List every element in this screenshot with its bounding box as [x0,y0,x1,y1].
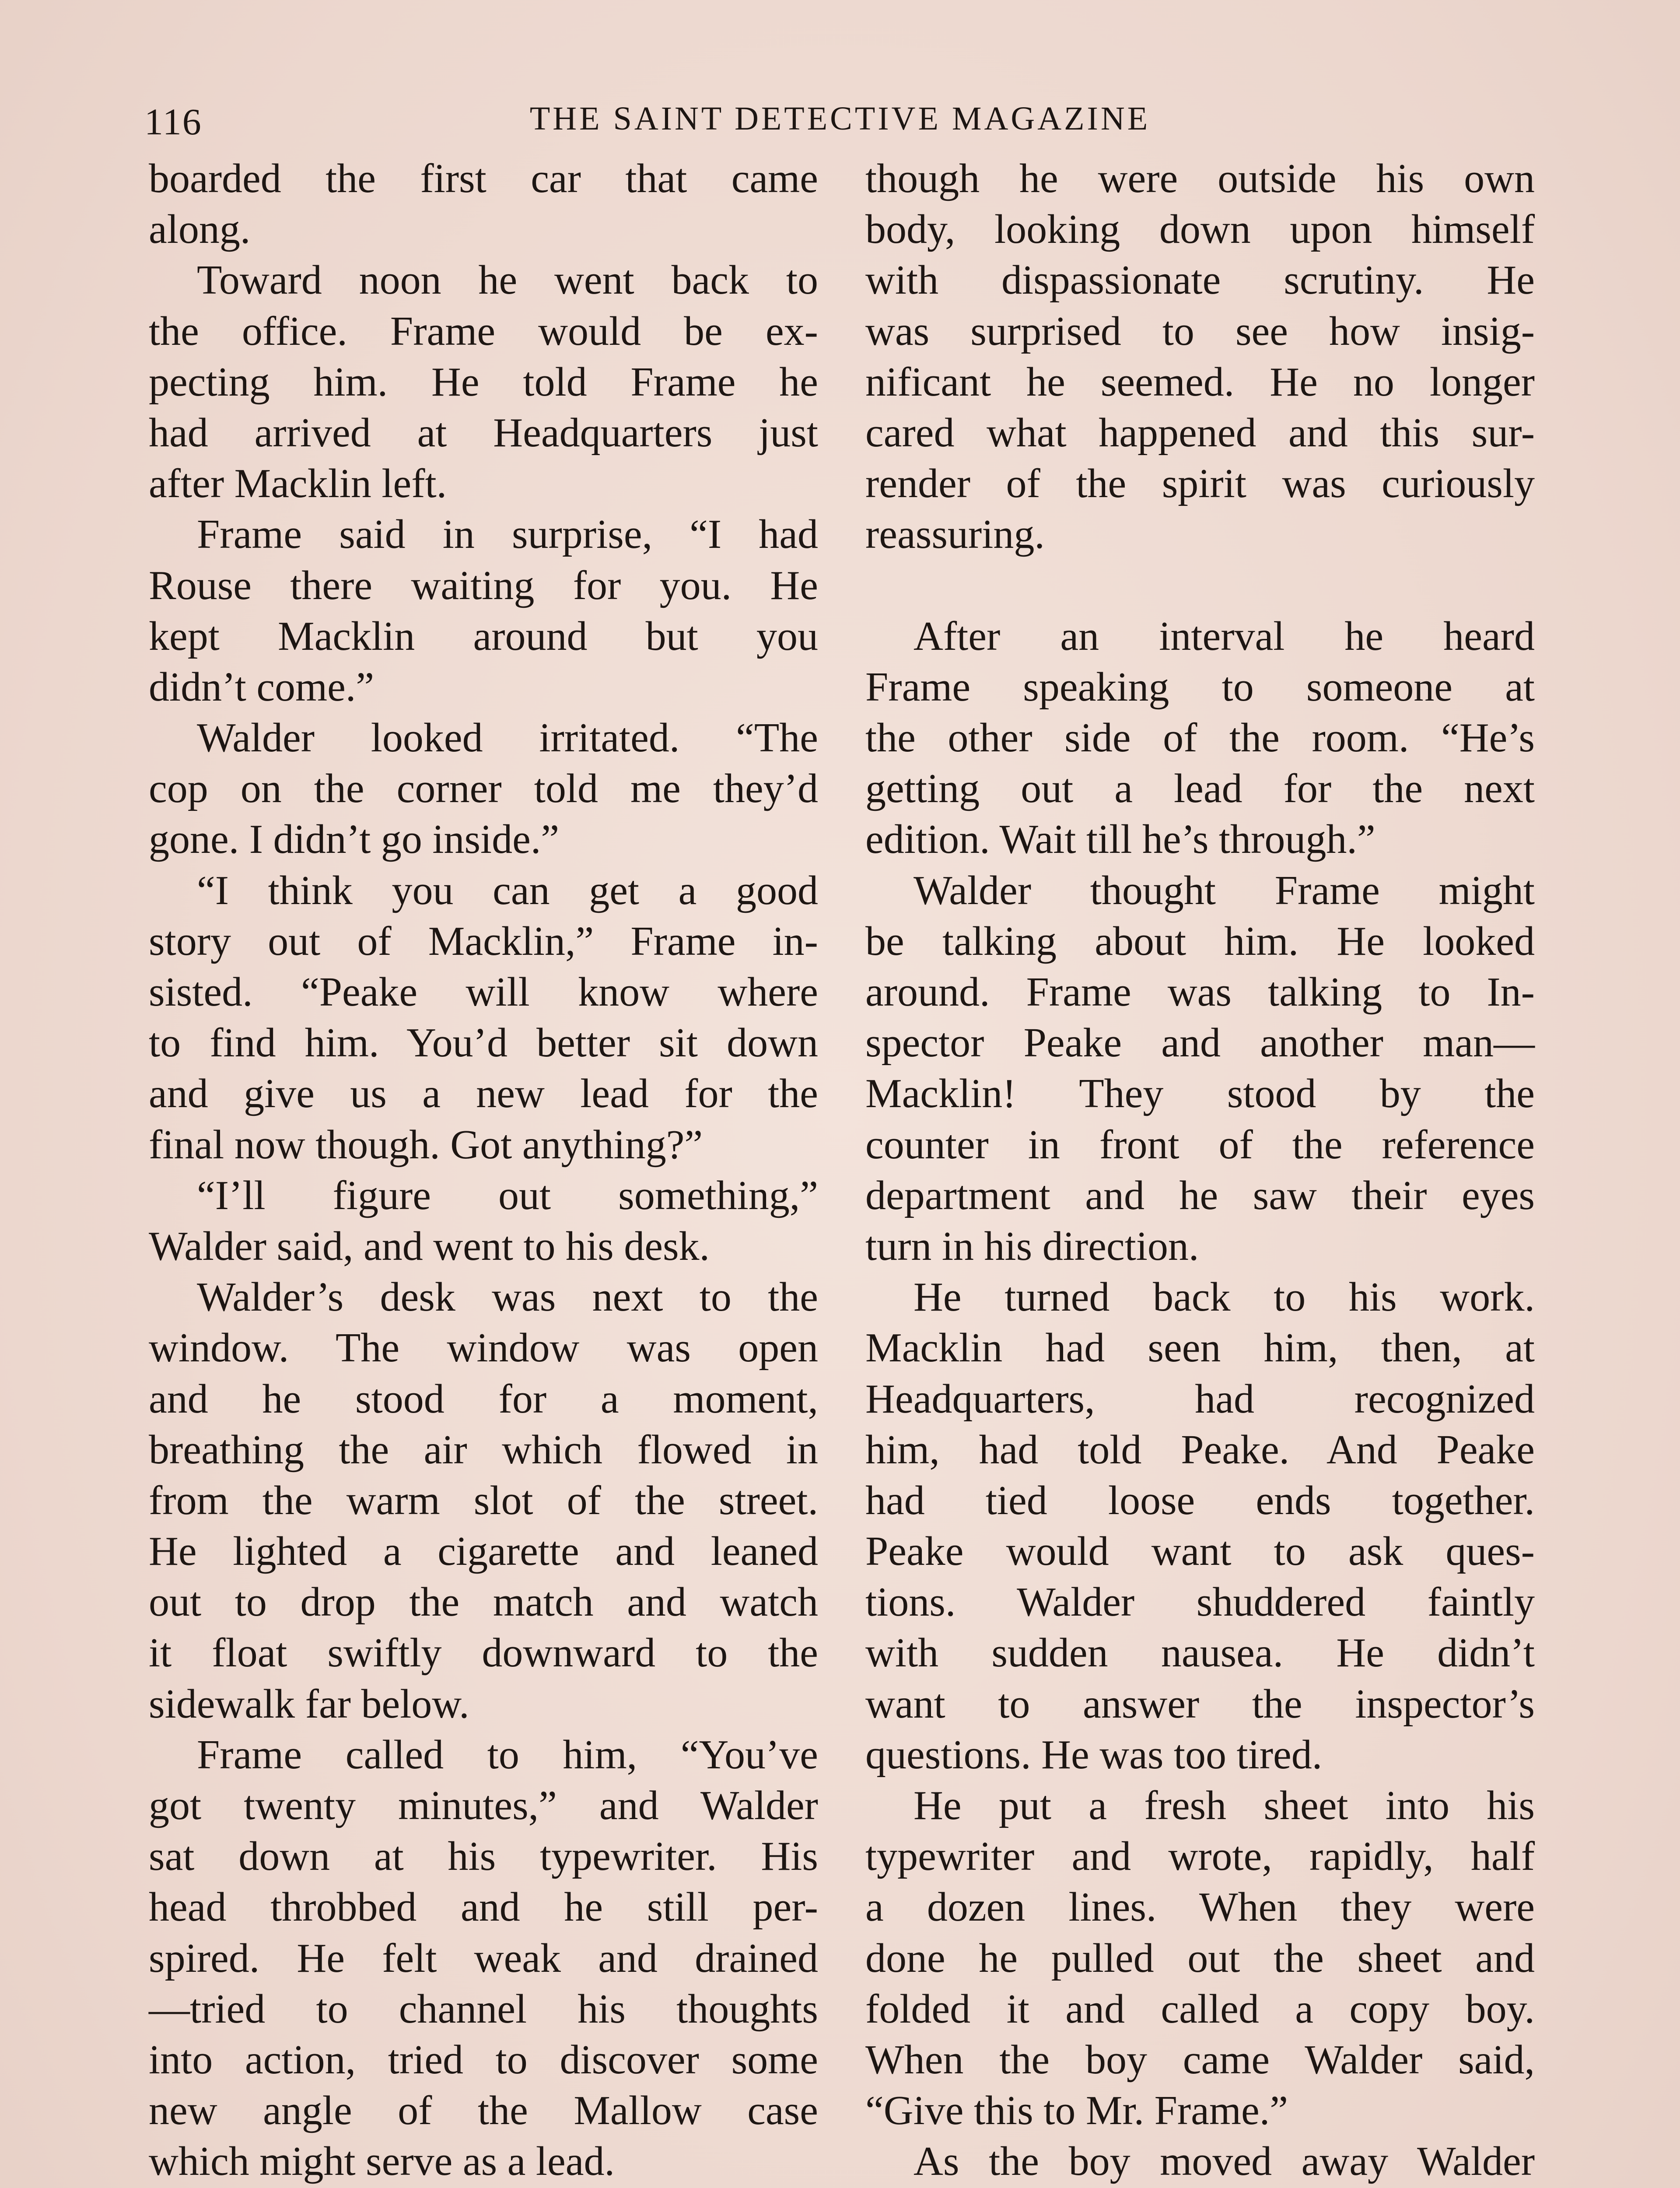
text-line: “I think you can get a good [197,867,818,913]
text-line: cared what happened and this sur- [865,410,1535,456]
text-line: render of the spirit was curiously [865,461,1535,507]
text-line: He turned back to his work. [914,1274,1535,1320]
text-line: had tied loose ends together. [865,1477,1535,1523]
text-line: though he were outside his own [865,156,1535,201]
text-line: it float swiftly downward to the [149,1630,818,1676]
text-line: Walder’s desk was next to the [197,1274,818,1320]
text-line: kept Macklin around but you [149,613,818,659]
text-line: which might serve as a lead. [149,2139,615,2184]
text-line: window. The window was open [149,1325,818,1371]
text-line: Walder said, and went to his desk. [149,1223,710,1269]
text-line: getting out a lead for the next [865,766,1535,812]
text-line: cop on the corner told me they’d [149,766,818,812]
text-line: with sudden nausea. He didn’t [865,1630,1535,1676]
text-line: head throbbed and he still per- [149,1884,818,1930]
text-line: want to answer the inspector’s [865,1681,1535,1727]
text-line: the other side of the room. “He’s [865,715,1535,761]
text-line: edition. Wait till he’s through.” [865,817,1376,863]
text-line: along. [149,207,251,252]
text-line [865,560,1535,611]
text-line: and he stood for a moment, [149,1376,818,1422]
text-line: gone. I didn’t go inside.” [149,817,560,863]
running-title: THE SAINT DETECTIVE MAGAZINE [529,100,1151,137]
text-line: nificant he seemed. He no longer [865,359,1535,405]
text-line: folded it and called a copy boy. [865,1986,1535,2032]
text-line: him, had told Peake. And Peake [865,1427,1535,1473]
text-line: Walder thought Frame might [914,867,1535,913]
text-line: Rouse there waiting for you. He [149,562,818,608]
text-column-right [865,153,1535,2188]
text-line: questions. He was too tired. [865,1732,1323,1778]
text-line: He put a fresh sheet into his [914,1783,1535,1828]
text-line: had arrived at Headquarters just [149,410,818,456]
text-line: be talking about him. He looked [865,918,1535,964]
text-line: into action, tried to discover some [149,2037,818,2083]
text-line: was surprised to see how insig- [865,308,1535,354]
text-line: Macklin had seen him, then, at [865,1325,1535,1371]
text-line: Frame said in surprise, “I had [197,512,818,558]
text-line: —tried to channel his thoughts [149,1986,818,2032]
text-line: to find him. You’d better sit down [149,1020,818,1066]
text-line: a dozen lines. When they were [865,1884,1535,1930]
text-line: with dispassionate scrutiny. He [865,257,1535,303]
text-column-left [149,153,818,2188]
text-line: out to drop the match and watch [149,1579,818,1625]
text-line: tions. Walder shuddered faintly [865,1579,1535,1625]
text-line: “I’ll figure out something,” [197,1172,818,1218]
text-line: done he pulled out the sheet and [865,1935,1535,1981]
text-line: after Macklin left. [149,461,447,507]
text-line: sidewalk far below. [149,1681,469,1727]
text-line: breathing the air which flowed in [149,1427,818,1473]
text-line: Toward noon he went back to [197,257,818,303]
text-line: the office. Frame would be ex- [149,308,818,354]
text-line: from the warm slot of the street. [149,1477,818,1523]
text-line: turn in his direction. [865,1223,1199,1269]
text-line: When the boy came Walder said, [865,2037,1535,2083]
text-line: story out of Macklin,” Frame in- [149,918,818,964]
text-line: Headquarters, had recognized [865,1376,1535,1422]
text-line: new angle of the Mallow case [149,2088,818,2134]
page-header [144,100,1536,148]
text-line: sat down at his typewriter. His [149,1834,818,1879]
text-line: Walder looked irritated. “The [197,715,818,761]
text-line: As the boy moved away Walder [914,2139,1535,2184]
text-line: boarded the first car that came [149,156,818,201]
text-line: Frame called to him, “You’ve [197,1732,818,1778]
text-line: reassuring. [865,512,1045,558]
text-line: body, looking down upon himself [865,207,1535,252]
text-line: counter in front of the reference [865,1122,1535,1168]
text-line: Frame speaking to someone at [865,664,1535,710]
text-line: He lighted a cigarette and leaned [149,1529,818,1574]
text-line: Peake would want to ask ques- [865,1529,1535,1574]
text-line: sisted. “Peake will know where [149,969,818,1015]
text-line: around. Frame was talking to In- [865,969,1535,1015]
text-line: Macklin! They stood by the [865,1071,1535,1117]
text-line: typewriter and wrote, rapidly, half [865,1834,1535,1879]
text-line: “Give this to Mr. Frame.” [865,2088,1288,2134]
text-line: and give us a new lead for the [149,1071,818,1117]
text-line: After an interval he heard [914,613,1535,659]
page-number: 116 [144,101,202,143]
text-line: final now though. Got anything?” [149,1122,703,1168]
text-line: got twenty minutes,” and Walder [149,1783,818,1828]
text-line: department and he saw their eyes [865,1172,1535,1218]
text-line: pecting him. He told Frame he [149,359,818,405]
text-line: didn’t come.” [149,664,374,710]
text-line: spector Peake and another man— [865,1020,1535,1066]
text-line: spired. He felt weak and drained [149,1935,818,1981]
